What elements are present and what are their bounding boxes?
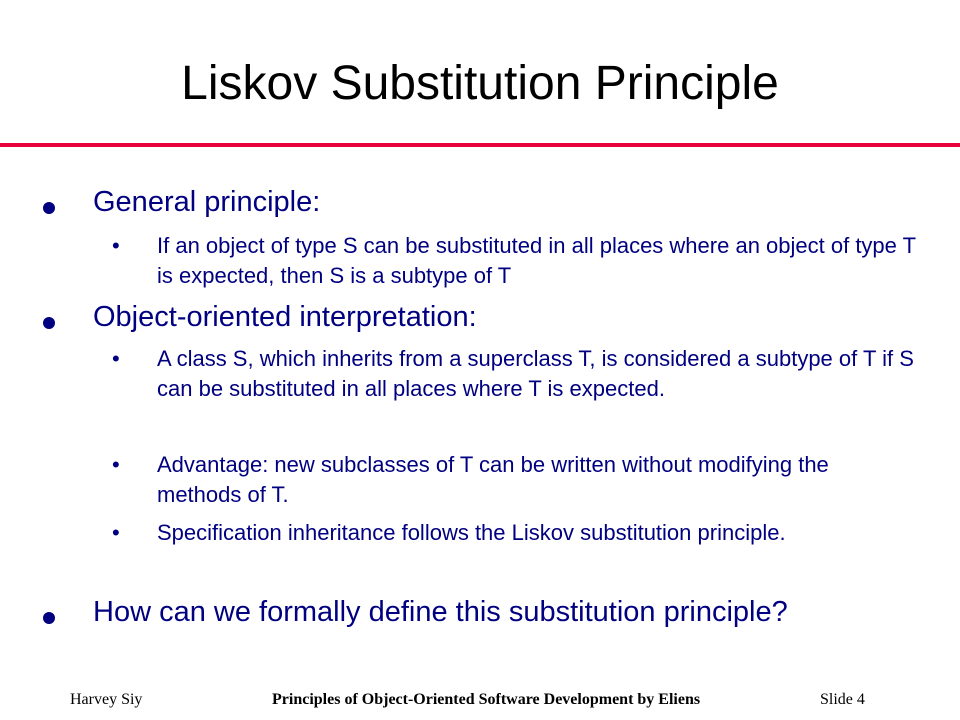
slide-title: Liskov Substitution Principle bbox=[181, 57, 779, 110]
footer-course-title: Principles of Object-Oriented Software Development by Eliens bbox=[272, 691, 701, 708]
sub-bullet-icon: • bbox=[112, 233, 120, 258]
sub-bullet-icon: • bbox=[112, 520, 120, 545]
bullet-dot-icon bbox=[43, 202, 55, 214]
sub-bullet-specification-inheritance: Specification inheritance follows the Liskov substitution principle. bbox=[157, 520, 786, 545]
footer-slide-number: Slide 4 bbox=[820, 691, 865, 708]
bullet-oo-interpretation: Object-oriented interpretation: bbox=[93, 301, 477, 333]
sub-bullet-icon: • bbox=[112, 346, 120, 371]
bullet-dot-icon bbox=[43, 317, 55, 329]
sub-bullet-icon: • bbox=[112, 452, 120, 477]
sub-bullet-advantage: Advantage: new subclasses of T can be written without modifying the methods of T. bbox=[157, 452, 829, 507]
bullet-general-principle: General principle: bbox=[93, 186, 321, 218]
sub-bullet-subtype-definition: If an object of type S can be substituted in all places where an object of type T is expected, then S is a subtype of T bbox=[157, 233, 916, 288]
bullet-dot-icon bbox=[43, 612, 55, 624]
sub-bullet-class-subtype: A class S, which inherits from a superclass T, is considered a subtype of T if S can be substituted in all places where T is expected. bbox=[157, 346, 914, 401]
bullet-formal-definition-question: How can we formally define this substitution principle? bbox=[93, 596, 788, 628]
footer-author: Harvey Siy bbox=[70, 691, 143, 708]
